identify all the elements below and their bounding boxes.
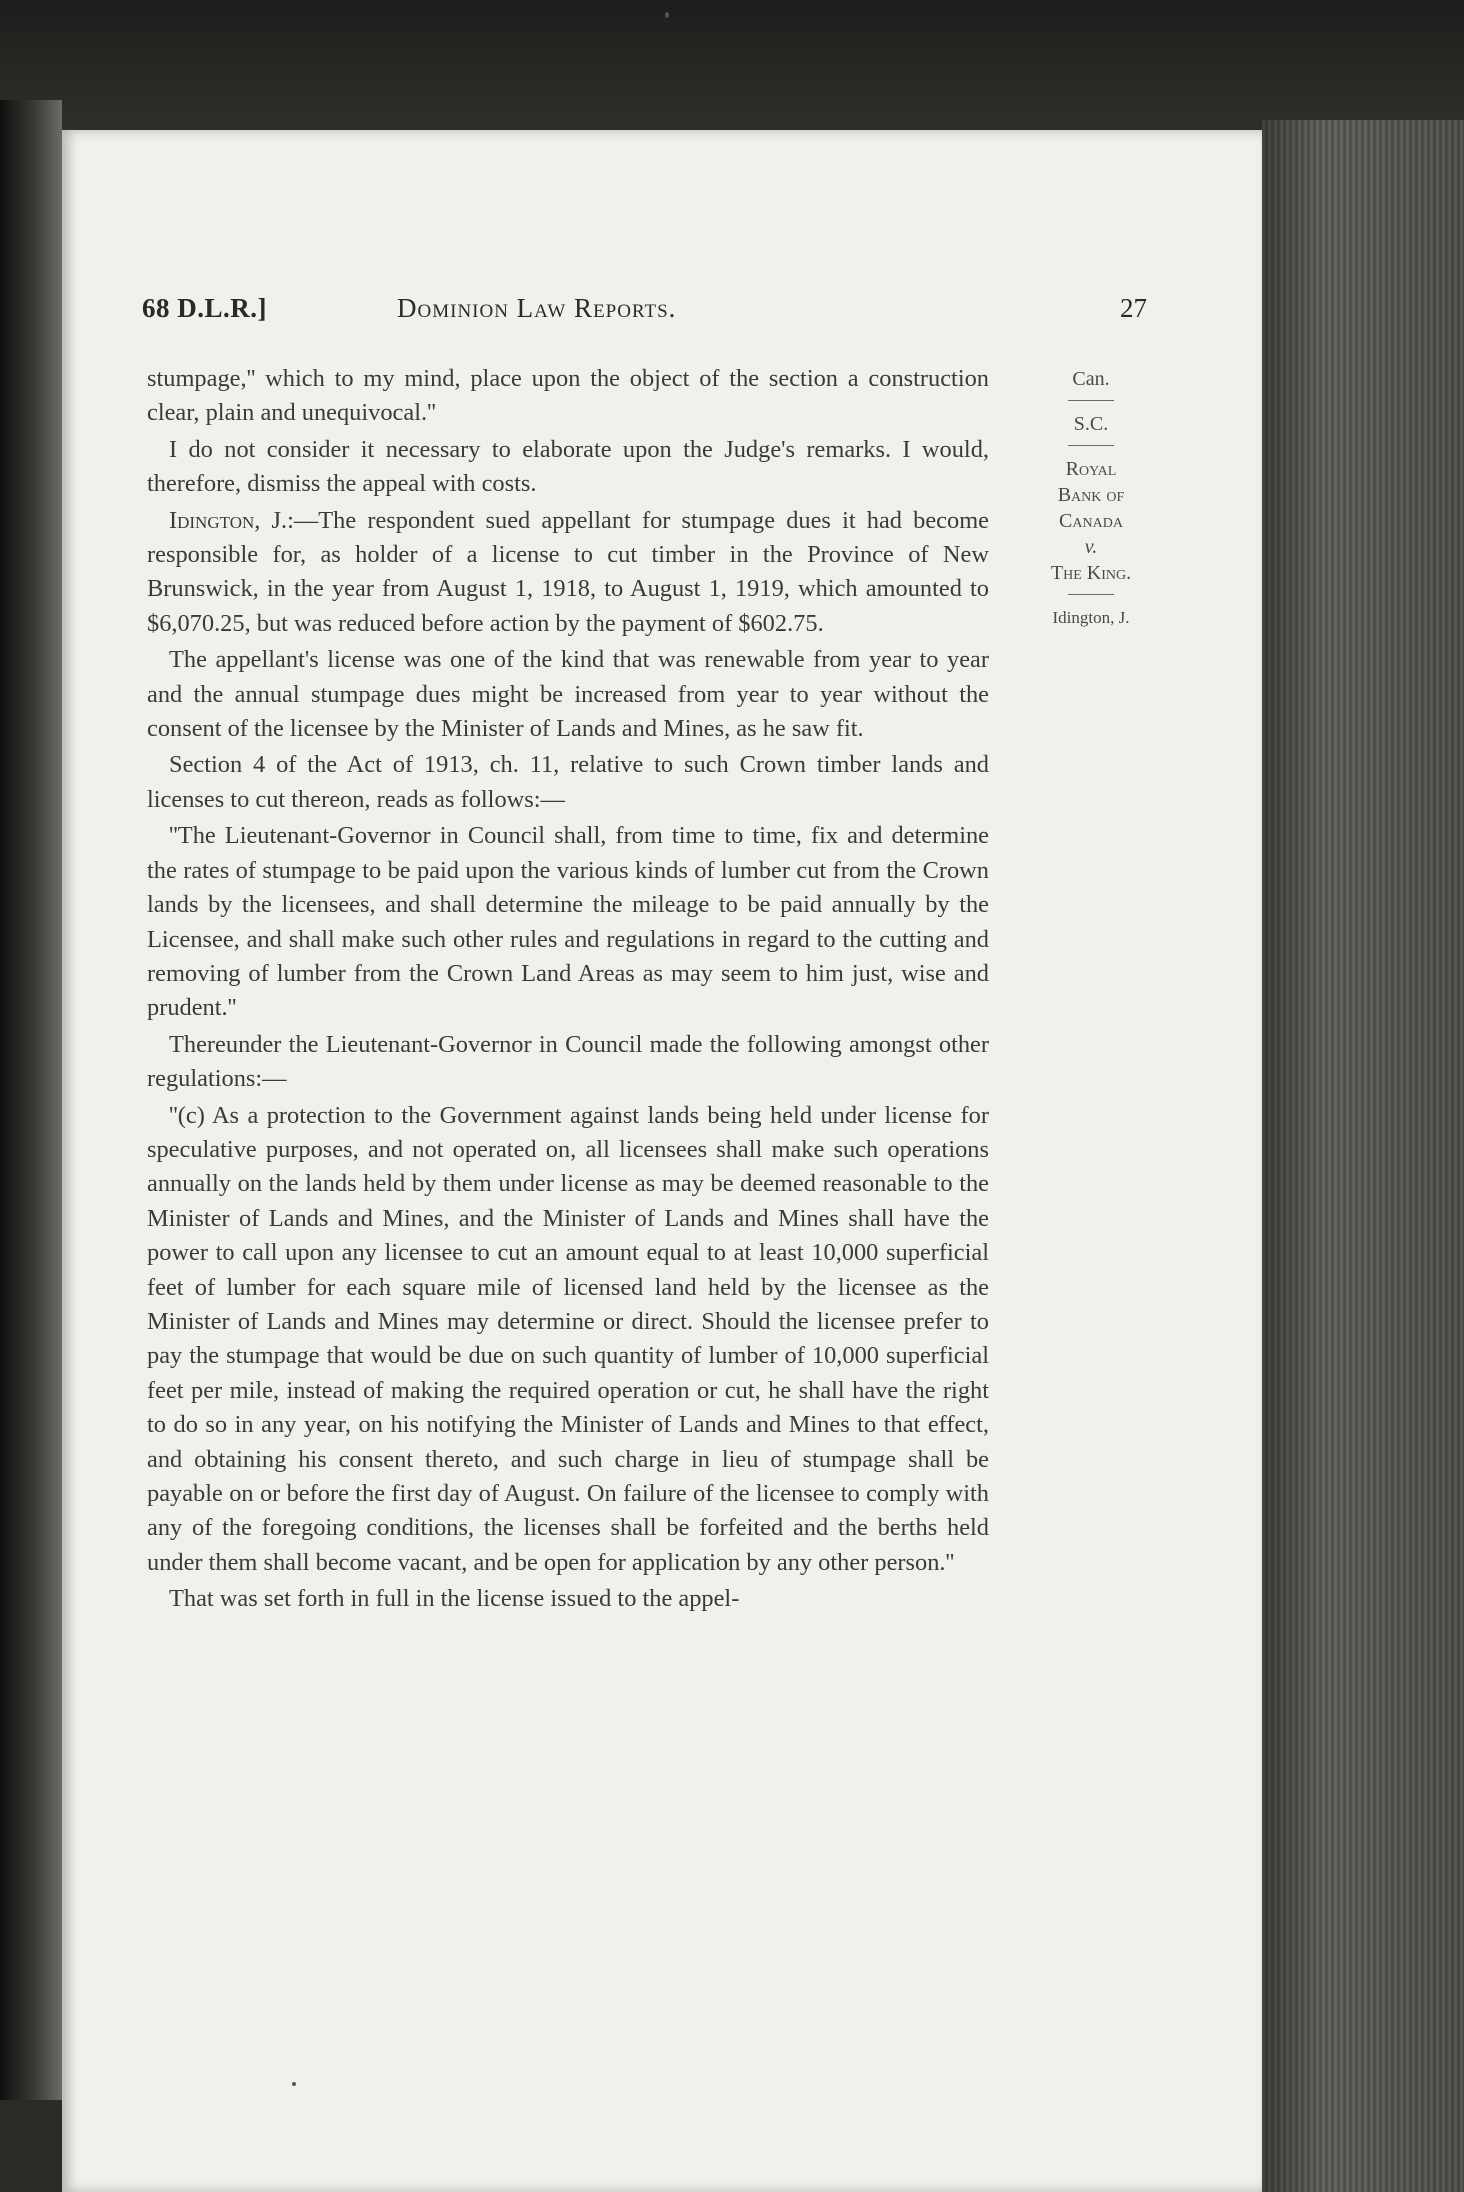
judge-note: Idington, J. bbox=[1052, 608, 1130, 627]
quoted-regulation: ''(c) As a protection to the Government against lands being held under license for speculative purposes, and not operated on, all licensees shall make such operations annually on the lands held by them under license as may be deemed reasonable to the Minister of Lands and Mines, and the Minister of Lands and Mines shall have the power to call upon any licensee to cut an amount equal to at least 10,000 superficial feet of lumber for each square mile of licensed land held by the licensee as the Minister of Lands and Mines may determine or direct. Should the licensee prefer to pay the stumpage that would be due on such quantity of lumber of 10,000 superficial feet per mile, instead of making the required operation or cut, he shall have the right to do so in any year, on his notifying the Minister of Lands and Mines to that effect, and obtaining his consent thereto, and such charge in lieu of stumpage shall be payable on or before the first day of August. On failure of the licensee to comply with any of the foregoing conditions, the licenses shall be forfeited and the berths held under them shall become vacant, and be open for application by any other person.'' bbox=[147, 1101, 989, 1576]
book-fore-edge bbox=[1262, 120, 1464, 2192]
divider bbox=[1068, 445, 1114, 446]
paragraph: That was set forth in full in the license issued to the appel- bbox=[169, 1585, 740, 1613]
volume-citation: 68 D.L.R.] bbox=[142, 293, 267, 323]
party-name: The King. bbox=[1050, 562, 1132, 584]
divider bbox=[1068, 594, 1114, 595]
paragraph: stumpage,'' which to my mind, place upon the object of the section a construction clear, plain and unequivocal.'' bbox=[147, 365, 989, 427]
party-name: Bank of bbox=[1057, 484, 1125, 506]
margin-notes bbox=[1000, 366, 1182, 631]
facing-page-edge bbox=[0, 100, 62, 2100]
versus-note: v. bbox=[1084, 536, 1098, 558]
quoted-statute: ''The Lieutenant-Governor in Council shall, from time to time, fix and determine the rates of stumpage to be paid upon the various kinds of lumber cut from the Crown lands by the licensees, and shall determine the mileage to be paid annually by the Licensee, and shall make such other rules and regulations in regard to the cutting and removing of lumber from the Crown Land Areas as may seem to him just, wise and prudent.'' bbox=[147, 822, 989, 1022]
body-text bbox=[147, 362, 989, 1619]
court-note: Can. bbox=[1072, 368, 1110, 390]
party-name: Royal bbox=[1065, 458, 1117, 480]
divider bbox=[1068, 400, 1114, 401]
paragraph: Thereunder the Lieutenant-Governor in Council made the following amongst other regulations:— bbox=[147, 1030, 989, 1093]
paragraph bbox=[147, 504, 989, 642]
paragraph: The appellant's license was one of the kind that was renewable from year to year and the annual stumpage dues might be increased from year to year without the consent of the licensee by the Minister of Lands and Mines, as he saw fit. bbox=[147, 646, 989, 743]
party-name: Canada bbox=[1059, 510, 1123, 532]
paragraph: I do not consider it necessary to elaborate upon the Judge's remarks. I would, therefore, dismiss the appeal with costs. bbox=[147, 435, 989, 498]
judge-name: Idington, J.: bbox=[169, 506, 294, 534]
division-note: S.C. bbox=[1073, 413, 1109, 435]
page-number: 27 bbox=[1120, 293, 1147, 323]
running-header bbox=[142, 293, 1147, 333]
paper-speck bbox=[665, 12, 669, 18]
paragraph: Section 4 of the Act of 1913, ch. 11, relative to such Crown timber lands and licenses to cut thereon, reads as follows:— bbox=[147, 751, 989, 813]
reporter-title: Dominion Law Reports. bbox=[397, 293, 677, 323]
paragraph-text: —The respondent sued appellant for stumpage dues it had become responsible for, as holder of a license to cut timber in the Province of New Brunswick, in the year from August 1, 1918, to August 1, 1919, which amounted to $6,070.25, but was reduced before action by the payment of $602.75. bbox=[147, 506, 989, 637]
book-spine-shadow bbox=[0, 0, 1464, 130]
paper-speck bbox=[292, 2082, 296, 2086]
